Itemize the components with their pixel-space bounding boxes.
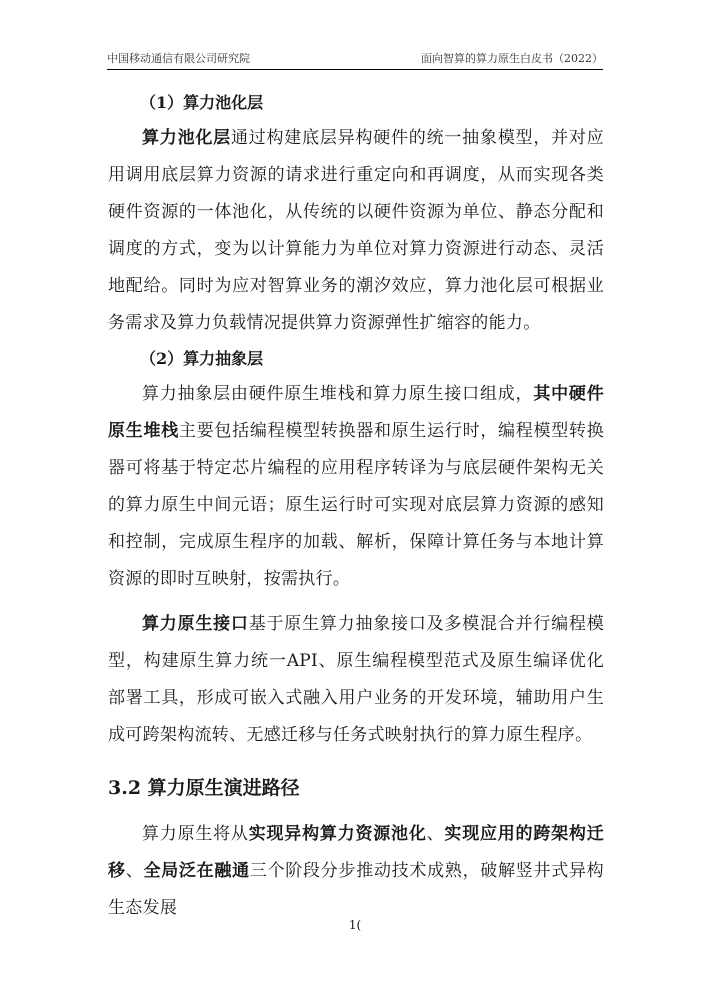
page-header bbox=[107, 46, 603, 66]
term-compute-pooling: 算力池化层 bbox=[142, 128, 231, 148]
paragraph-evolution-path bbox=[108, 816, 604, 927]
paragraph-compute-pooling bbox=[108, 120, 604, 342]
paragraph-text: 、 bbox=[426, 824, 445, 844]
paragraph-gap bbox=[108, 598, 604, 606]
term-global-integration: 全局泛在融通 bbox=[143, 861, 250, 881]
term-cross-arch-migration: 实现应用的跨架构迁移 bbox=[108, 824, 605, 881]
paragraph-text: 算力原生将从 bbox=[142, 824, 249, 844]
page-number: 1( bbox=[348, 918, 362, 932]
section-heading-evolution-path: 3.2 算力原生演进路径 bbox=[108, 777, 300, 799]
header-org: 中国移动通信有限公司研究院 bbox=[107, 52, 250, 65]
term-hardware-native-stack: 其中硬件原生堆栈 bbox=[108, 384, 604, 441]
document-body bbox=[108, 86, 604, 927]
section-heading-compute-abstraction: （2）算力抽象层 bbox=[140, 349, 264, 368]
header-divider bbox=[107, 69, 603, 70]
paragraph-text: 三个阶段分步推动技术成熟，破解竖井式异构生态发展 bbox=[108, 861, 604, 918]
paragraph-text: 算力抽象层由硬件原生堆栈和算力原生接口组成， bbox=[142, 384, 534, 404]
paragraph-compute-abstraction bbox=[108, 376, 604, 598]
paragraph-text: 基于原生算力抽象接口及多模混合并行编程模型，构建原生算力统一API、原生编程模型范式及原生编译优化部署工具，形成可嵌入式融入用户业务的开发环境，辅助用户生成可跨架构流转、无感迁移与任务式映射执行的算力原生程序。 bbox=[108, 614, 604, 745]
paragraph-text: 通过构建底层异构硬件的统一抽象模型，并对应用调用底层算力资源的请求进行重定向和再调度，从而实现各类硬件资源的一体池化，从传统的以硬件资源为单位、静态分配和调度的方式，变为以计算能力为单位对算力资源进行动态、灵活地配给。同时为应对智算业务的潮汐效应，算力池化层可根据业务需求及算力负载情况提供算力资源弹性扩缩容的能力。 bbox=[108, 128, 604, 333]
paragraph-native-interface bbox=[108, 606, 604, 754]
term-heterogeneous-pooling: 实现异构算力资源池化 bbox=[248, 824, 427, 844]
paragraph-text: 主要包括编程模型转换器和原生运行时，编程模型转换器可将基于特定芯片编程的应用程序转译为与底层硬件架构无关的算力原生中间元语；原生运行时可实现对底层算力资源的感知和控制，完成原生程序的加载、解析，保障计算任务与本地计算资源的即时互映射，按需执行。 bbox=[108, 421, 604, 589]
section-heading-compute-pooling: （1）算力池化层 bbox=[140, 93, 264, 112]
header-doc-title: 面向智算的算力原生白皮书（2022） bbox=[421, 52, 603, 65]
term-native-interface: 算力原生接口 bbox=[142, 614, 249, 634]
paragraph-text: 、 bbox=[125, 861, 144, 881]
